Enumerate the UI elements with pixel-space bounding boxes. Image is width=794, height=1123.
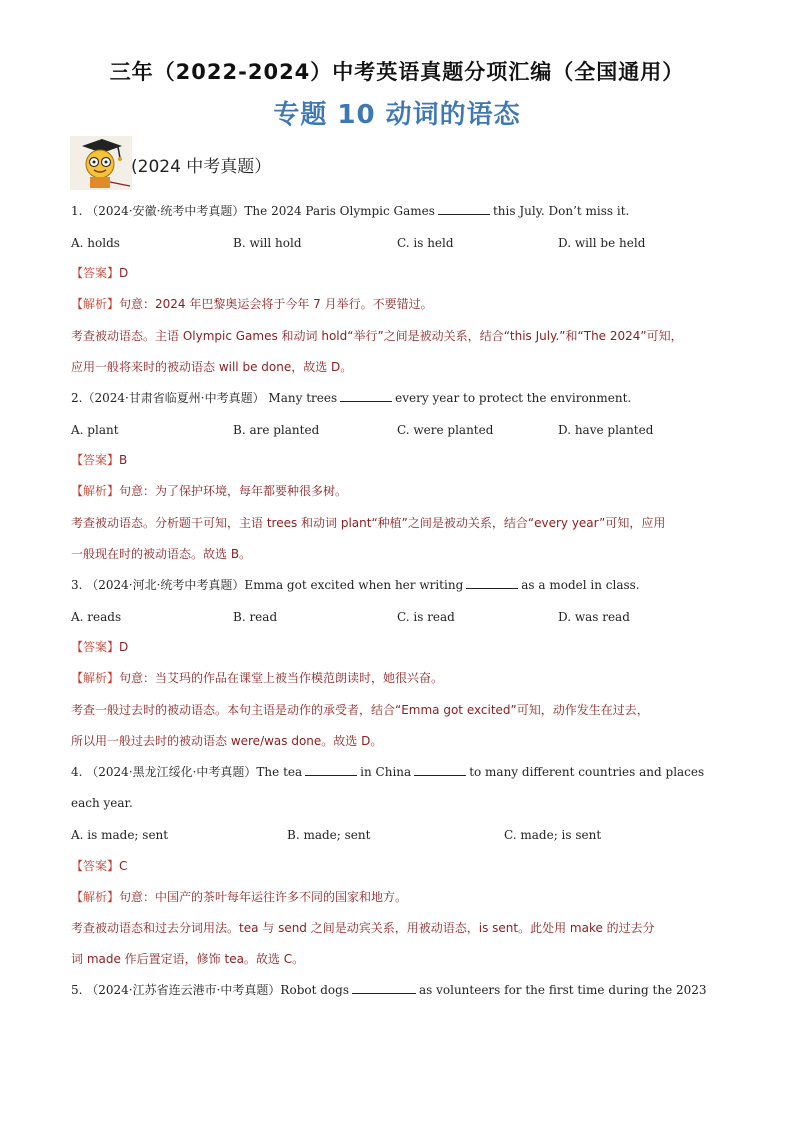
question-3-answer: 【答案】D [71,640,129,654]
question-3-option-d: D. was read [558,610,630,624]
answer-blank [466,577,518,589]
question-4-analysis-line-2: 考查被动语态和过去分词用法。tea 与 send 之间是动宾关系，用被动语态，is sent。此处用 make 的过去分 [71,921,655,935]
question-4-option-a: A. is made; sent [71,828,169,842]
question-4-option-b: B. made; sent [287,828,371,842]
cartoon-scholar-icon [70,136,132,190]
question-2-analysis: 【解析】句意：为了保护环境，每年都要种很多树。 [71,484,348,498]
question-2-option-a: A. plant [71,423,119,437]
answer-blank [305,764,357,776]
question-3-option-b: B. read [233,610,278,624]
question-2-analysis-line-3: 一般现在时的被动语态。故选 B。 [71,547,252,561]
question-3-analysis-line-3: 所以用一般过去时的被动语态 were/was done。故选 D。 [71,734,383,748]
section-heading: (2024 中考真题） [131,157,272,177]
question-5-stem: 5. （2024·江苏省连云港市·中考真题）Robot dogs as volunteers for the first time during the 2023 [71,983,707,997]
document-title: 三年（2022-2024）中考英语真题分项汇编（全国通用） [109,60,685,84]
question-2-option-d: D. have planted [558,423,654,437]
question-1-analysis: 【解析】句意：2024 年巴黎奥运会将于今年 7 月举行。不要错过。 [71,297,433,311]
answer-blank [414,764,466,776]
question-4-analysis-line-3: 词 made 作后置定语，修饰 tea。故选 C。 [71,952,305,966]
question-4-option-c: C. made; is sent [504,828,602,842]
question-1-option-b: B. will hold [233,236,302,250]
question-3-analysis: 【解析】句意：当艾玛的作品在课堂上被当作模范朗读时，她很兴奋。 [71,671,444,685]
question-1-answer: 【答案】D [71,266,129,280]
question-1-option-d: D. will be held [558,236,646,250]
question-1-option-a: A. holds [71,236,120,250]
question-4-stem-continued: each year. [71,796,133,810]
question-3-analysis-line-2: 考查一般过去时的被动语态。本句主语是动作的承受者，结合“Emma got excited”可知，动作发生在过去， [71,703,649,717]
question-1-analysis-line-3: 应用一般将来时的被动语态 will be done，故选 D。 [71,360,353,374]
question-2-answer: 【答案】B [71,453,128,467]
question-2-analysis-line-2: 考查被动语态。分析题干可知，主语 trees 和动词 plant“种植”之间是被动关系，结合“every year”可知，应用 [71,516,666,530]
question-4-answer: 【答案】C [71,859,128,873]
question-2-option-b: B. are planted [233,423,320,437]
question-1-stem: 1. （2024·安徽·统考中考真题）The 2024 Paris Olympic Games this July. Don’t miss it. [71,204,630,218]
question-1-option-c: C. is held [397,236,454,250]
answer-blank [352,982,416,994]
question-2-option-c: C. were planted [397,423,494,437]
question-3-stem: 3. （2024·河北·统考中考真题）Emma got excited when her writing as a model in class. [71,578,640,592]
question-1-analysis-line-2: 考查被动语态。主语 Olympic Games 和动词 hold“举行”之间是被动关系，结合“this July.”和“The 2024”可知， [71,329,683,343]
document-subtitle: 专题 10 动词的语态 [273,100,521,130]
question-3-option-c: C. is read [397,610,455,624]
question-2-stem: 2.（2024·甘肃省临夏州·中考真题） Many trees every year to protect the environment. [71,391,632,405]
question-4-stem: 4. （2024·黑龙江绥化·中考真题）The tea in China to many different countries and places [71,765,705,779]
answer-blank [438,203,490,215]
answer-blank [340,390,392,402]
question-3-option-a: A. reads [71,610,122,624]
question-4-analysis: 【解析】句意：中国产的茶叶每年运往许多不同的国家和地方。 [71,890,408,904]
